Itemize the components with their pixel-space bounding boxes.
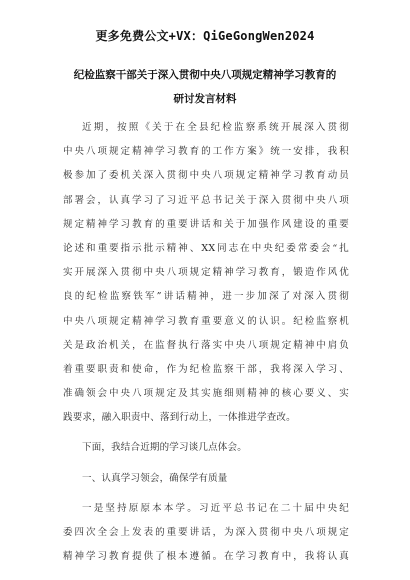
section-heading: 一、认真学习领会，确保学有质量 (82, 472, 228, 484)
body-line: 中央八项规定精神学习教育的工作方案》统一安排，我积 (63, 146, 349, 158)
document-body (63, 116, 349, 569)
body-line: 下面，我结合近期的学习谈几点体会。 (82, 442, 247, 454)
body-line: 着重要职责和使命，作为纪检监察干部，我将深入学习、 (63, 363, 349, 375)
watermark-header: 更多免费公文+VX：QiGeGongWen2024 (95, 29, 315, 43)
body-line: 关是政治机关，在监督执行落实中央八项规定精神中肩负 (63, 339, 349, 351)
body-line: 近期，按照《关于在全县纪检监察系统开展深入贯彻 (82, 122, 349, 133)
body-line: 极参加了委机关深入贯彻中央八项规定精神学习教育动员 (63, 170, 349, 182)
body-line: 部署会，认真学习了习近平总书记关于深入贯彻中央八项 (63, 194, 349, 206)
document-title-line-1: 纪检监察干部关于深入贯彻中央八项规定精神学习教育的 (73, 69, 337, 81)
body-line: 准确领会中央八项规定及其实施细则精神的核心要义、实 (63, 388, 349, 400)
body-line: 中央八项规定精神学习教育重要意义的认识。纪检监察机 (63, 315, 349, 327)
document-title-line-2: 研讨发言材料 (173, 93, 237, 105)
body-line: 精神学习教育提供了根本遵循。在学习教育中，我将认真 (63, 551, 349, 563)
body-line: 论述和重要指示批示精神、XX同志在中央纪委常委会“扎 (63, 242, 349, 254)
body-line: 良的纪检监察铁军”讲话精神，进一步加深了对深入贯彻 (63, 291, 349, 303)
body-line: 规定精神学习教育的重要讲话和关于加强作风建设的重要 (63, 218, 349, 230)
body-line: 践要求，融入职责中、落到行动上，一体推进学查改。 (63, 412, 296, 424)
body-line: 一是坚持原原本本学。习近平总书记在二十届中央纪 (82, 502, 349, 514)
body-line: 实开展深入贯彻中央八项规定精神学习教育，锻造作风优 (63, 267, 349, 279)
body-line: 委四次全会上发表的重要讲话，为深入贯彻中央八项规定 (63, 527, 349, 538)
